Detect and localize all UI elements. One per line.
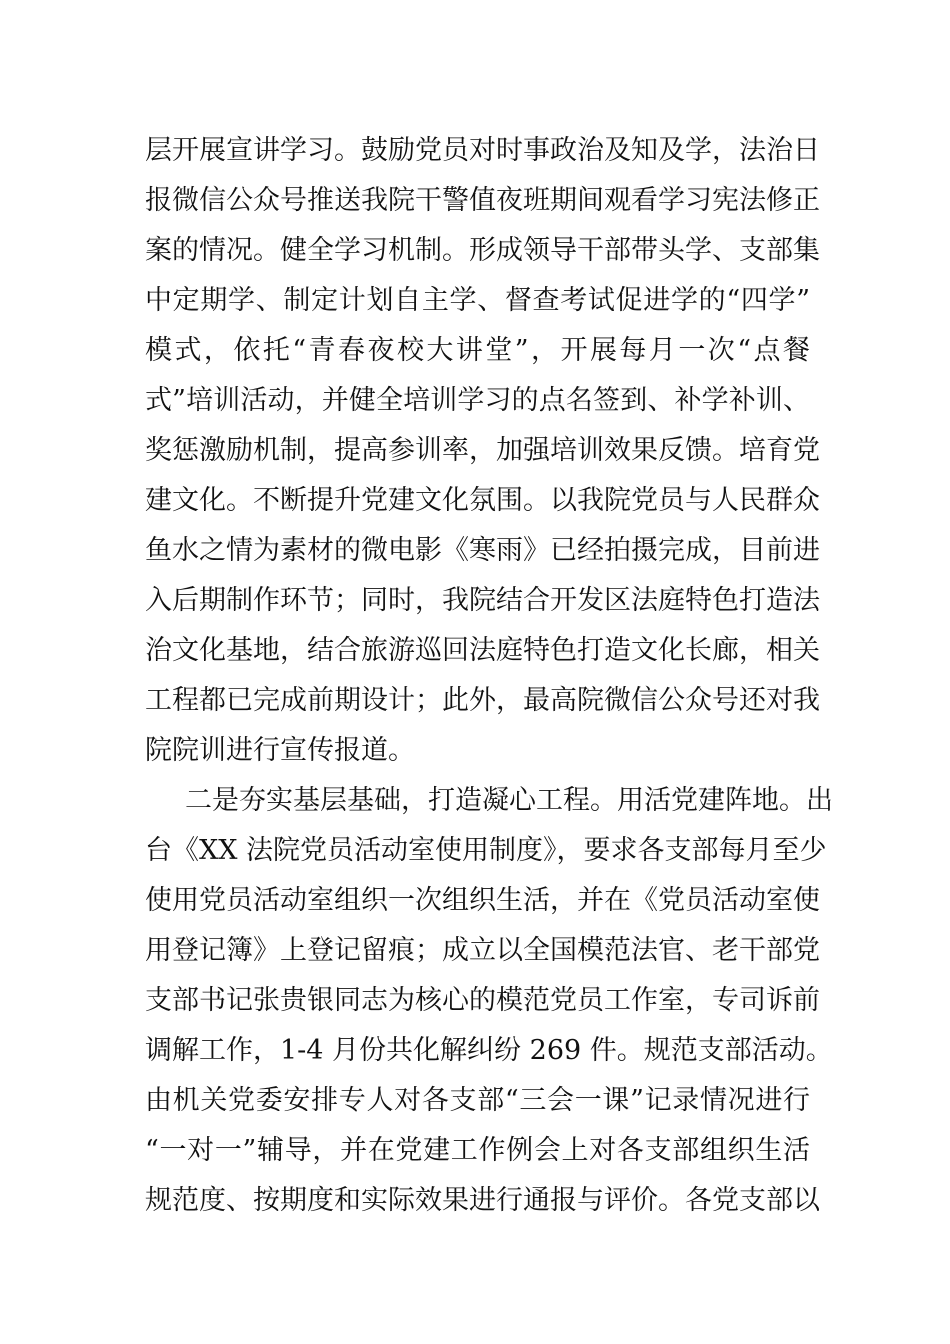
text-line: 院院训进行宣传报道。: [145, 735, 415, 766]
text-line: 规范度、按期度和实际效果进行通报与评价。各党支部以: [145, 1185, 820, 1216]
text-line: 模式，依托“青春夜校大讲堂”，开展每月一次“点餐: [145, 335, 810, 366]
text-line: 工程都已完成前期设计；此外，最高院微信公众号还对我: [145, 685, 820, 716]
text-line: 使用党员活动室组织一次组织生活，并在《党员活动室使: [145, 885, 820, 916]
text-line: 台《XX 法院党员活动室使用制度》，要求各支部每月至少: [145, 835, 827, 866]
text-line: 入后期制作环节；同时，我院结合开发区法庭特色打造法: [145, 585, 820, 616]
text-line: 由机关党委安排专人对各支部“三会一课”记录情况进行: [145, 1085, 810, 1116]
paragraph-start-line: 二是夯实基层基础，打造凝心工程。用活党建阵地。出: [185, 785, 833, 816]
text-line: 式”培训活动，并健全培训学习的点名签到、补学补训、: [145, 385, 810, 416]
text-line: “一对一”辅导，并在党建工作例会上对各支部组织生活: [145, 1135, 810, 1166]
text-line: 中定期学、制定计划自主学、督查考试促进学的“四学”: [145, 285, 810, 316]
text-line: 案的情况。健全学习机制。形成领导干部带头学、支部集: [145, 235, 820, 266]
text-line: 层开展宣讲学习。鼓励党员对时事政治及知及学，法治日: [145, 135, 820, 166]
text-line: 用登记簿》上登记留痕；成立以全国模范法官、老干部党: [145, 935, 820, 966]
text-line: 治文化基地，结合旅游巡回法庭特色打造文化长廊，相关: [145, 635, 820, 666]
text-line: 奖惩激励机制，提高参训率，加强培训效果反馈。培育党: [145, 435, 820, 466]
text-line: 调解工作，1-4 月份共化解纠纷 269 件。规范支部活动。: [145, 1035, 833, 1066]
text-line: 支部书记张贵银同志为核心的模范党员工作室，专司诉前: [145, 985, 820, 1016]
body-text: [145, 126, 833, 1226]
text-line: 建文化。不断提升党建文化氛围。以我院党员与人民群众: [145, 485, 820, 516]
text-line: 报微信公众号推送我院干警值夜班期间观看学习宪法修正: [145, 185, 820, 216]
text-line: 鱼水之情为素材的微电影《寒雨》已经拍摄完成，目前进: [145, 535, 820, 566]
